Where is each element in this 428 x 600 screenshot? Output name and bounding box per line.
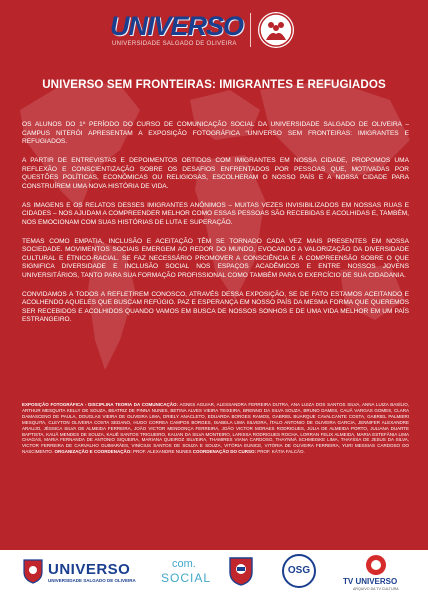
crest-icon	[228, 556, 254, 586]
credits-exposicao-label: EXPOSIÇÃO FOTOGRÁFICA - DISCIPLINA TEORIA DA COMUNICAÇÃO:	[22, 402, 178, 407]
credits-students: AGNES AGUIAR, ALESSANDRA FERREIRA DUTRA, ANA LUIZA DOS SANTOS SILVA, ANNA LUIZA BASÍLIO, ARTHUR MESQUITA KELLY DE SOUZA, BEATRIZ DE PINNA NUNES, BETINA ALVES VIEIRA TEIXEIRA, BRENNO DA SILVA SOUZA, BRUNO DAMES, CAUÃ VARGAS GOMES, CLARA DAMASCENO DE PAULA, DOUGLAS VIEIRA DE OLIVEIRA LIMA, DRIELY ANACLETO, EDUARDA BORGES RAMOS, GABRIEL BUARQUE CAVALCANTE COSTA, GABRIEL PALMIERI MESQUITA, CLEYTON OLIVEIRA COSTA SEDANO, HUGO CORREA CAMPOS BORGES, ISABELA LIMA SILVEIRA, ÍTALO ANTONIO DE OLIVEIRA GARCIA, JENNIFER ALEXANDRE ARAUJO, JÉSSICA SILVA DE ALMEIDA FERREIRA, JOÃO VICTOR MENDONÇA FERREIRA, JOÃO VICTOR MORAES RODRIGUES, JÚLIA DE ALMEIDA PORTO, JULIANA DUARTE BAPTISTA, KAUÃ MENDES DE SOUZA, KAUÊ SANTOS TRIGUEIRO, KAUAN DA SILVA MONTEIRO, LARISSA RODRIGUES ROCHA, LORRAN FELIX ALMEIDA, MARIA ESTEFÂNIA LIMA CHAGAS, MARIA FERNANDA DE ANTONIO SIQUEIRA, MARIANA QUEIROZ SILVEIRA, THAMIRES VIANA CARDOSO, THAYNNÁ SCHMEISKE LIMA, THAYSSA DE JESUS DA SILVA, VICTOR FERREIRA DE CARVALHO GUIMARÃES, VINÍCIUS SANTOS DE SOUZA E SOUZA, VITÓRIA EUNICE, VITÓRIA DE OLIVEIRA FERREIRA, YURI MESSIAS CARDOSO DO NASCIMENTO.	[22, 402, 409, 455]
page-title: UNIVERSO SEM FRONTEIRAS: IMIGRANTES E REFUGIADOS	[42, 78, 386, 91]
footer-social-text: SOCIAL	[161, 571, 212, 585]
footer-tv-subtitle: ARQUIVO DA TV CULTURA	[353, 587, 399, 591]
footer-com-text: com.	[172, 558, 196, 570]
osg-logo	[282, 554, 316, 588]
universo-crest-icon	[22, 558, 44, 584]
footer-universo-text: UNIVERSO	[48, 561, 131, 578]
footer-logos	[0, 550, 428, 600]
credits	[22, 402, 409, 455]
people-icon	[258, 12, 294, 48]
footer-universo-subtitle: UNIVERSIDADE SALGADO DE OLIVEIRA	[48, 578, 136, 583]
body-text	[22, 121, 409, 335]
universo-logo	[110, 12, 244, 48]
universo-logo-subtitle: UNIVERSIDADE SALGADO DE OLIVEIRA	[112, 41, 237, 47]
credits-coord-label: COORDENAÇÃO DO CURSO:	[192, 449, 256, 455]
paragraph-4: TEMAS COMO EMPATIA, INCLUSÃO E ACEITAÇÃO TÊM SE TORNADO CADA VEZ MAIS PRESENTES EM NOSSA SOCIEDADE. MOVIMENTOS SOCIAIS EMERGEM AO REDOR DO MUNDO, EVOCANDO A VALORIZAÇÃO DA DIVERSIDADE CULTURAL E ÉTNICO-RACIAL. SE FAZ NECESSÁRIO PROMOVER A CONSCIÊNCIA E A COMPREENSÃO SOBRE O QUE SIGNIFICA DIVERSIDADE E INCLUSÃO SOCIAL NOS ESPAÇOS ACADÊMICOS E ENTRE NOSSOS JOVENS UNIVERSITÁRIOS, TANTO PARA SUA FORMAÇÃO PROFISSIONAL COMO TAMBÉM PARA O EXERCÍCIO DE SUA CIDADANIA.	[22, 237, 409, 279]
paragraph-5: CONVIDAMOS A TODOS A REFLETIREM CONOSCO, ATRAVÉS DESSA EXPOSIÇÃO, SE DE FATO ESTAMOS ACEITANDO E ACOLHENDO AQUELES QUE BUSCAM REFÚGIO. PAZ E ESPERANÇA EM NOSSO PAÍS DA MESMA FORMA QUE QUEREMOS SER RECEBIDOS E ACOLHIDOS QUANDO VAMOS EM BUSCA DE NOSSOS SONHOS E DE UMA VIDA MELHOR EM UM PAÍS ESTRANGEIRO.	[22, 290, 409, 323]
header-divider	[250, 13, 251, 47]
paragraph-3: AS IMAGENS E OS RELATOS DESSES IMIGRANTES ANÔNIMOS – MUITAS VEZES INVISIBILIZADOS EM NOSSAS RUAS E CIDADES – NOS AJUDAM A COMPREENDER MELHOR COMO ESSAS PESSOAS SÃO RECEBIDAS E ACOLHIDAS E, TAMBÉM, NOS EMOCIONAM COM SUAS HISTÓRIAS DE LUTA E SUPERAÇÃO.	[22, 201, 409, 226]
osg-logo-text: OSG	[287, 565, 311, 576]
header	[0, 0, 428, 62]
universo-logo-text: UNIVERSO	[110, 11, 244, 41]
credits-org: PROF. ALEXANDRE NUNES	[131, 449, 192, 455]
footer-tv-text: TV UNIVERSO	[343, 577, 398, 586]
paragraph-2: A PARTIR DE ENTREVISTAS E DEPOIMENTOS OBTIDOS COM IMIGRANTES EM NOSSA CIDADE, PROPOMOS UMA REFLEXÃO E CONSCIENTIZAÇÃO SOBRE OS DESAFIOS ENFRENTADOS POR PESSOAS QUE, MOTIVADAS POR QUESTÕES POLÍTICAS, ECONÔMICAS OU RELIGIOSAS, ESCOLHERAM O NOSSO PAÍS E A NOSSA CIDADE PARA CONSTRUÍREM UMA NOVA HISTÓRIA DE VIDA.	[22, 157, 409, 190]
paragraph-1: OS ALUNOS DO 1º PERÍODO DO CURSO DE COMUNICAÇÃO SOCIAL DA UNIVERSIDADE SALGADO DE OLIVEIRA – CAMPUS NITERÓI APRESENTAM A EXPOSIÇÃO FOTOGRÁFICA “UNIVERSO SEM FRONTEIRAS: IMIGRANTES E REFUGIADOS.	[22, 121, 409, 145]
credits-org-label: ORGANIZAÇÃO E COORDENAÇÃO:	[54, 449, 132, 455]
credits-coord: PROF. KÁTIA FALCÃO.	[255, 449, 305, 455]
tv-universo-icon	[365, 554, 387, 576]
